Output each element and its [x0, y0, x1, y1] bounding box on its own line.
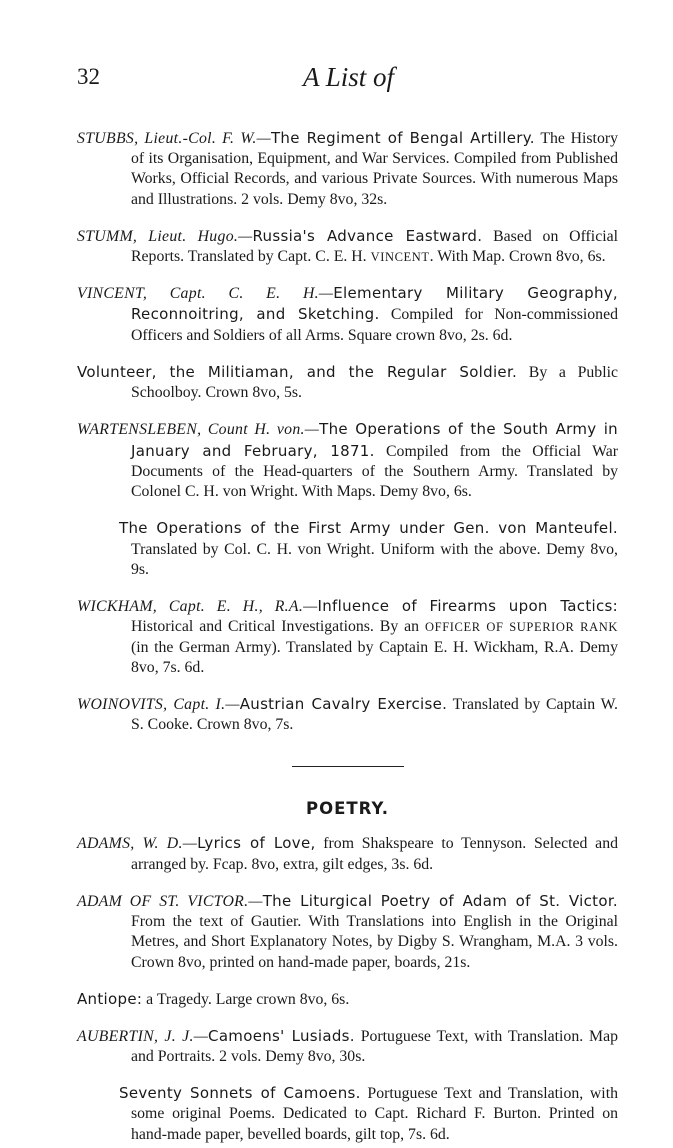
entry-description: Portuguese Text, with Translation. Map and Portraits. 2 vols. Demy 8vo, 30s. — [131, 1027, 618, 1066]
catalogue-entry — [77, 419, 618, 502]
entry-author: AUBERTIN, J. J.— — [77, 1027, 209, 1045]
catalogue-entry — [77, 891, 618, 973]
entry-author: WICKHAM, Capt. E. H., R.A.— — [77, 597, 318, 615]
entry-author: STUMM, Lieut. Hugo.— — [77, 227, 253, 245]
catalogue-subentry — [77, 518, 618, 580]
entry-title: Austrian Cavalry Exercise. — [239, 694, 448, 713]
entry-title: The Regiment of Bengal Artillery. — [270, 128, 535, 147]
entry-title: The Liturgical Poetry of Adam of St. Victor. — [262, 891, 618, 910]
entry-description: . With Map. Crown 8vo, 6s. — [429, 248, 606, 266]
entry-author: VINCENT, Capt. C. E. H.— — [77, 285, 334, 303]
entry-title: Russia's Advance Eastward. — [252, 226, 483, 245]
catalogue-entry — [77, 989, 618, 1010]
entry-description-smallcaps: OFFICER OF SUPERIOR RANK — [425, 620, 619, 635]
catalogue-entry — [77, 833, 618, 875]
entry-title: Seventy Sonnets of Camoens. — [119, 1084, 361, 1103]
catalogue-entry — [77, 1026, 618, 1068]
entry-description: a Tragedy. Large crown 8vo, 6s. — [142, 990, 350, 1008]
entry-title: Lyrics of Love, — [197, 834, 316, 853]
entry-title: Influence of Firearms upon Tactics: — [317, 596, 619, 615]
entry-author: STUBBS, Lieut.-Col. F. W.— — [77, 129, 271, 147]
entry-description: Translated by Col. C. H. von Wright. Uniform with the above. Demy 8vo, 9s. — [131, 540, 618, 578]
catalogue-entry — [77, 362, 618, 404]
entry-title: Camoens' Lusiads. — [208, 1026, 355, 1045]
page-number: 32 — [77, 64, 100, 89]
entry-description: From the text of Gautier. With Translations into English in the Original Metres, and Short Explanatory Notes, by Digby S. Wrangham, M.A. 3 vols. Crown 8vo, printed on hand-made paper, boards, 21s. — [131, 912, 618, 971]
entry-author: WOINOVITS, Capt. I.— — [77, 695, 240, 713]
entry-title: Volunteer, the Militiaman, and the Regular Soldier. — [77, 362, 518, 381]
entry-author: ADAMS, W. D.— — [77, 835, 198, 853]
catalogue-entry — [77, 226, 618, 268]
catalogue-subentry — [77, 1083, 618, 1145]
catalogue-entry — [77, 283, 618, 346]
page-header — [77, 64, 617, 104]
catalogue-entry — [77, 128, 618, 210]
entry-description: Portuguese Text and Translation, with some original Poems. Dedicated to Capt. Richard F. Burton. Printed on hand-made paper, bevelled boards, gilt top, 7s. 6d. — [131, 1085, 618, 1143]
entry-description: from Shakspeare to Tennyson. Selected and arranged by. Fcap. 8vo, extra, gilt edges, 3s. 6d. — [131, 835, 618, 873]
entry-description: Compiled for Non-commissioned Officers and Soldiers of all Arms. Square crown 8vo, 2s. 6d. — [131, 306, 618, 344]
entry-description: Translated by Captain W. S. Cooke. Crown 8vo, 7s. — [131, 695, 618, 734]
entry-title: The Operations of the First Army under Gen. von Manteufel. — [119, 519, 618, 538]
entry-description: Compiled from the Official War Documents of the Head-quarters of the Southern Army. Translated by Colonel C. H. von Wright. With Maps. Demy 8vo, 6s. — [131, 442, 618, 501]
entry-description: Historical and Critical Investigations. By an — [131, 618, 426, 636]
entry-description: By a Public Schoolboy. Crown 8vo, 5s. — [131, 363, 618, 402]
catalogue-entry — [77, 596, 618, 678]
entry-description: Based on Official Reports. Translated by Capt. C. E. H. — [131, 227, 618, 266]
entry-title: Antiope: — [77, 989, 143, 1008]
entry-title: Elementary Military Geography, Reconnoitring, and Sketching. — [131, 284, 618, 324]
running-title: A List of — [303, 62, 395, 92]
section-divider — [292, 766, 404, 767]
catalogue-entry — [77, 694, 618, 736]
entry-description: The History of its Organisation, Equipment, and War Services. Compiled from Published Works, Official Records, and various Private Sources. With numerous Maps and Illustrations. 2 vols. Demy 8vo, 32s. — [131, 129, 619, 208]
entry-author: ADAM OF ST. VICTOR.— — [77, 892, 263, 910]
entry-description-smallcaps: VINCENT — [370, 250, 430, 265]
entry-title: The Operations of the South Army in January and February, 1871. — [131, 420, 618, 460]
section-heading-poetry: POETRY. — [306, 798, 389, 818]
catalogue-content — [77, 112, 618, 1148]
entry-description: (in the German Army). Translated by Captain E. H. Wickham, R.A. Demy 8vo, 7s. 6d. — [131, 638, 618, 676]
entry-author: WARTENSLEBEN, Count H. von.— — [77, 421, 320, 439]
